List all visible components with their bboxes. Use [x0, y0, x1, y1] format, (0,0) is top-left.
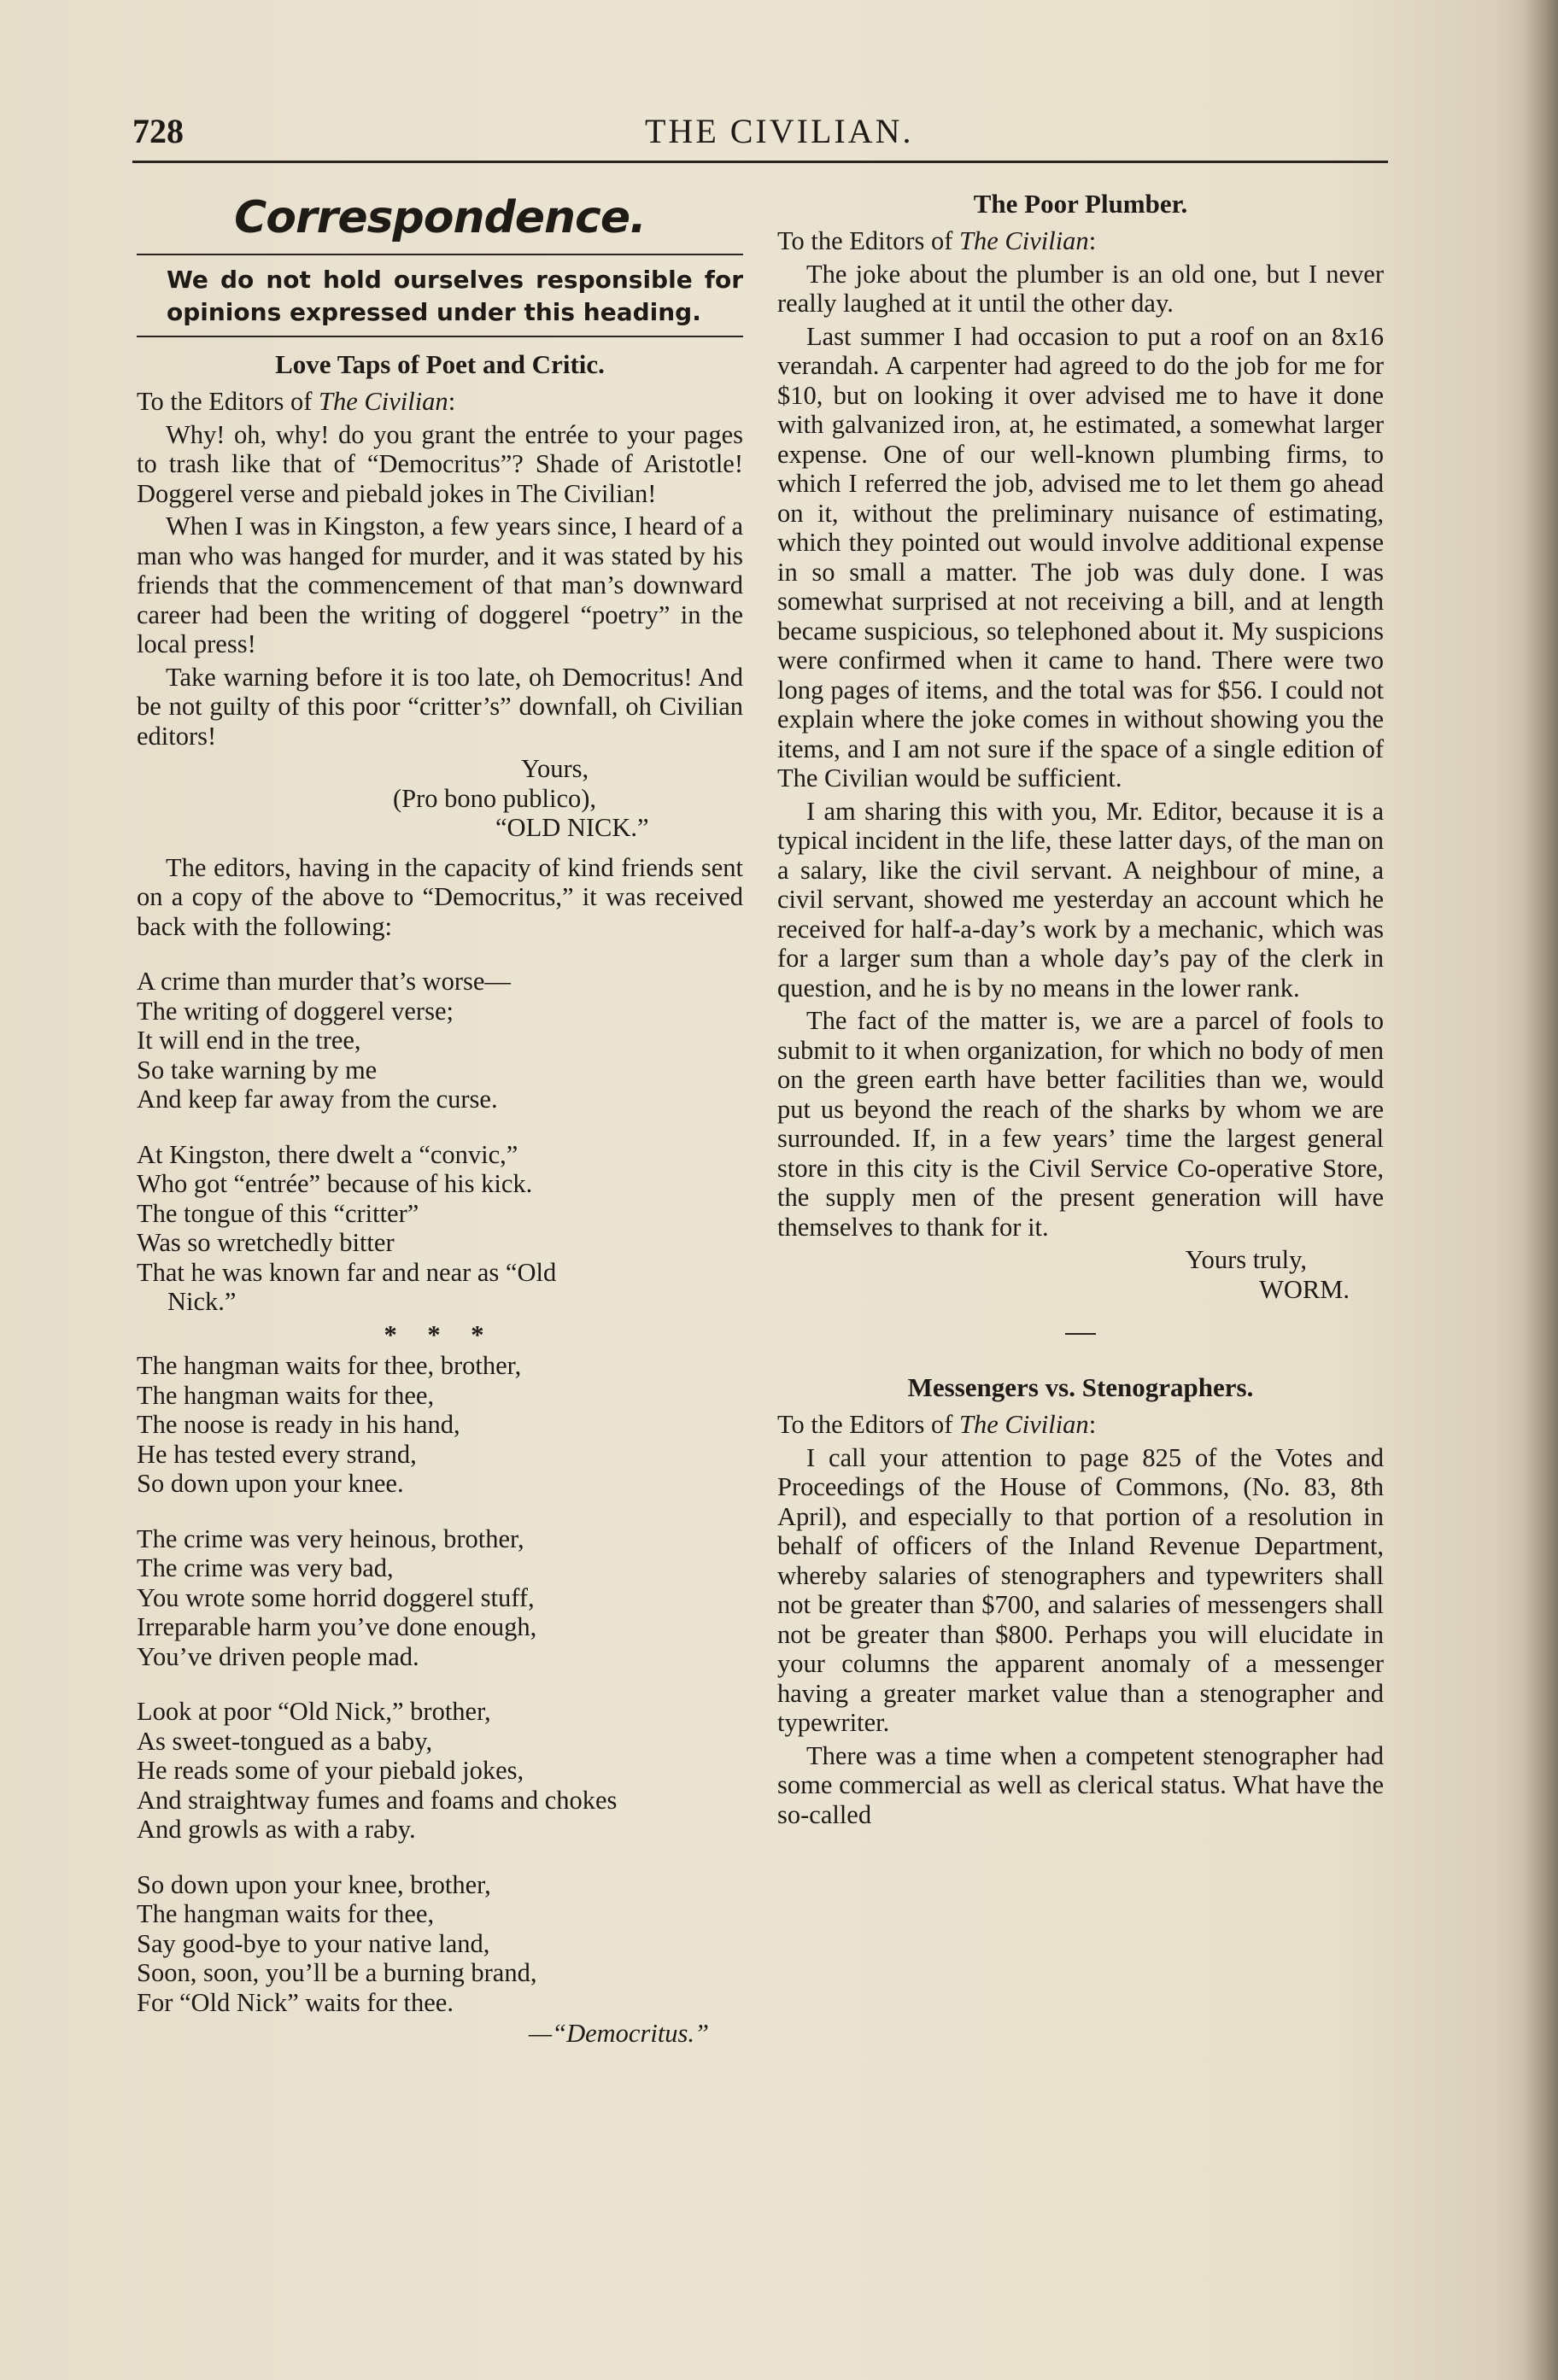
- verse-line: You wrote some horrid doggerel stuff,: [137, 1582, 535, 1612]
- verse-line: The hangman waits for thee, brother,: [137, 1351, 522, 1380]
- verse-line: He has tested every strand,: [137, 1439, 417, 1469]
- signoff-line: Yours truly,: [1185, 1245, 1307, 1274]
- salutation: [777, 1410, 1384, 1440]
- verse-line: That he was known far and near as “Old: [137, 1257, 557, 1287]
- verse-line: So take warning by me: [137, 1055, 378, 1085]
- verse-line: And straightway fumes and foams and chokes: [137, 1785, 618, 1815]
- section-stars: * * *: [384, 1319, 496, 1349]
- letter-paragraph: Take warning before it is too late, oh Democritus! And be not guilty of this poor “critter’s” downfall, oh Civilian editors!: [137, 662, 743, 751]
- letter-paragraph: The fact of the matter is, we are a parcel of fools to submit to it when organization, for which no body of men on the green earth have better facilities than we, would put us beyond the reach of the sharks by whom we are surrounded. If, in a few years’ time the largest general store in this city is the Civil Service Co-operative Store, the supply men of the present generation will have themselves to thank for it.: [777, 1006, 1384, 1242]
- salutation-prefix: To the Editors of: [777, 1410, 960, 1439]
- letter-paragraph: There was a time when a competent stenographer had some commercial as well as clerical status. What have the so-called: [777, 1740, 1384, 1829]
- page-number: 728: [132, 112, 184, 150]
- verse-line: For “Old Nick” waits for thee.: [137, 1987, 454, 2017]
- salutation: [777, 226, 1384, 256]
- verse-line: The crime was very bad,: [137, 1553, 394, 1582]
- poem-stanza: [137, 1140, 743, 1317]
- salutation-suffix: :: [1088, 1410, 1097, 1439]
- poem-stanza: [137, 1697, 743, 1845]
- section-divider: [1065, 1333, 1096, 1335]
- signoff-signature: WORM.: [1259, 1274, 1350, 1304]
- poem-stanza: [137, 967, 743, 1114]
- letter-paragraph: The joke about the plumber is an old one, but I never really laughed at it until the other day.: [777, 259, 1384, 318]
- verse-line: So down upon your knee, brother,: [137, 1869, 491, 1899]
- verse-line: He reads some of your piebald jokes,: [137, 1756, 524, 1785]
- letter-title: Love Taps of Poet and Critic.: [275, 349, 605, 379]
- journal-name: The Civilian: [319, 387, 448, 416]
- verse-line: As sweet-tongued as a baby,: [137, 1726, 433, 1756]
- disclaimer-rule: [137, 336, 743, 337]
- verse-line: You’ve driven people mad.: [137, 1641, 419, 1671]
- journal-name: The Civilian: [959, 226, 1089, 255]
- letter-paragraph: I call your attention to page 825 of the Votes and Proceedings of the House of Commons, (No. 83, 8th April), and especially to that portion of a resolution in behalf of officers of the Inland Revenue Department, whereby salaries of stenographers and typewriters shall not be greater than $700, and salaries of messengers shall not be greater than $800. Perhaps you will elucidate in your columns the apparent anomaly of a messenger having a greater market value than a stenographer and typewriter.: [777, 1442, 1384, 1737]
- verse-line: It will end in the tree,: [137, 1026, 361, 1055]
- verse-line: A crime than murder that’s worse—: [137, 967, 511, 996]
- heading-rule: [137, 254, 743, 255]
- letter-paragraph: I am sharing this with you, Mr. Editor, because it is a typical incident in the life, these latter days, of the man on a salary, like the civil servant. A neighbour of mine, a civil servant, showed me yesterday an account which he received for half-a-day’s work by a mechanic, which was for a larger sum than a whole day’s pay of the clerk in question, and he is by no means in the lower rank.: [777, 796, 1384, 1003]
- poem-stanza: [137, 1351, 743, 1499]
- verse-line: The tongue of this “critter”: [137, 1198, 419, 1228]
- journal-name: The Civilian: [959, 1410, 1089, 1439]
- right-column: [777, 184, 1384, 1833]
- verse-line: The noose is ready in his hand,: [137, 1410, 460, 1439]
- verse-line: So down upon your knee.: [137, 1469, 404, 1498]
- poem-stanza: [137, 1524, 743, 1672]
- letter-paragraph: Last summer I had occasion to put a roof on an 8x16 verandah. A carpenter had agreed to do the job for me for $10, but on looking it over advised me to have it done with galvanized iron, at, he estimated, a somewhat larger expense. One of our well-known plumbing firms, to which I referred the job, advised me to let them go ahead on it, without the preliminary nuisance of estimating, which they pointed out would involve additional expense in so small a matter. The job was duly done. I was somewhat surprised at not receiving a bill, and at length became suspicious, so telephoned about it. My suspicions were confirmed when it came to hand. There were two long pages of items, and the total was for $56. I could not explain where the joke comes in without showing you the items, and I am not sure if the space of a single edition of The Civilian would be sufficient.: [777, 321, 1384, 792]
- verse-line: Nick.”: [167, 1287, 237, 1316]
- journal-title: THE CIVILIAN.: [645, 112, 914, 150]
- verse-line: Say good-bye to your native land,: [137, 1928, 490, 1958]
- salutation-prefix: To the Editors of: [777, 226, 960, 255]
- disclaimer: We do not hold ourselves responsible for opinions expressed under this heading.: [167, 266, 743, 326]
- verse-line: Who got “entrée” because of his kick.: [137, 1169, 533, 1198]
- verse-line: The hangman waits for thee,: [137, 1899, 435, 1928]
- salutation-suffix: :: [448, 387, 456, 416]
- verse-line: Irreparable harm you’ve done enough,: [137, 1612, 537, 1641]
- letter-title: Messengers vs. Stenographers.: [907, 1372, 1254, 1402]
- letter-title: The Poor Plumber.: [973, 189, 1188, 219]
- section-heading: Correspondence.: [234, 192, 646, 243]
- verse-line: And growls as with a raby.: [137, 1815, 416, 1844]
- signoff-signature: “OLD NICK.”: [495, 813, 649, 842]
- signoff-line: Yours,: [521, 754, 589, 783]
- verse-line: Soon, soon, you’ll be a burning brand,: [137, 1958, 537, 1987]
- verse-line: At Kingston, there dwelt a “convic,”: [137, 1139, 518, 1169]
- page-header: [132, 104, 1388, 155]
- left-column: [137, 184, 743, 2049]
- verse-line: The hangman waits for thee,: [137, 1380, 435, 1410]
- salutation-prefix: To the Editors of: [137, 387, 319, 416]
- page-edge-shadow: [1524, 0, 1558, 2380]
- verse-line: Look at poor “Old Nick,” brother,: [137, 1697, 491, 1726]
- verse-line: The writing of doggerel verse;: [137, 996, 454, 1026]
- reply-intro: The editors, having in the capacity of kind friends sent on a copy of the above to “Democritus,” it was received back with the following:: [137, 852, 743, 941]
- signoff-line: (Pro bono publico),: [393, 783, 597, 813]
- header-rule: [132, 161, 1388, 163]
- verse-line: Was so wretchedly bitter: [137, 1228, 395, 1257]
- verse-line: The crime was very heinous, brother,: [137, 1523, 524, 1553]
- poem-stanza: [137, 1870, 743, 2018]
- salutation: [137, 387, 743, 417]
- verse-line: And keep far away from the curse.: [137, 1085, 498, 1114]
- poem-attribution: —“Democritus.”: [529, 2019, 709, 2048]
- salutation-suffix: :: [1088, 226, 1097, 255]
- letter-paragraph: When I was in Kingston, a few years since, I heard of a man who was hanged for murder, and it was stated by his friends that the commencement of that man’s downward career had been the writing of doggerel “poetry” in the local press!: [137, 512, 743, 658]
- letter-paragraph: Why! oh, why! do you grant the entrée to your pages to trash like that of “Democritus”? Shade of Aristotle! Doggerel verse and piebald jokes in The Civilian!: [137, 419, 743, 508]
